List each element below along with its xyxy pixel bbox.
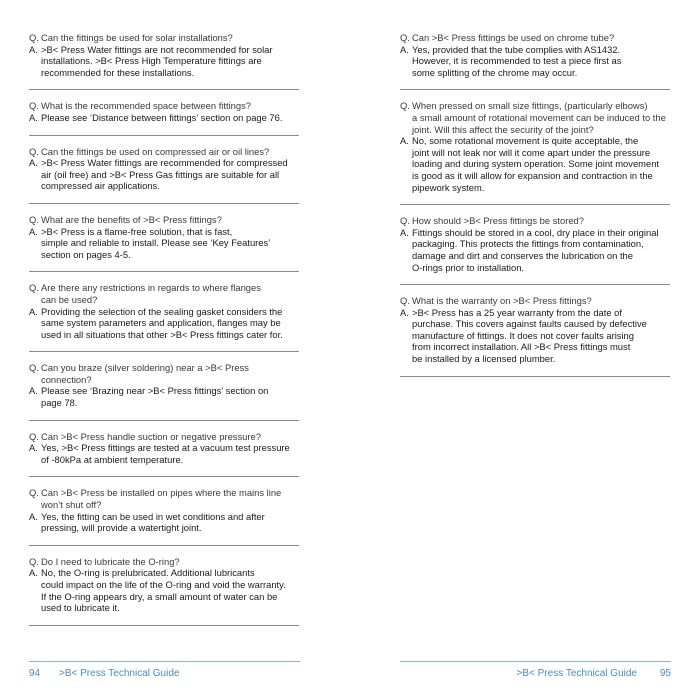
question-text: Are there any restrictions in regards to where flanges can be used? — [41, 282, 261, 305]
answer-label: A. — [29, 225, 38, 237]
question-label: Q. — [400, 100, 410, 112]
question-text: Can you braze (silver soldering) near a >B< Press connection? — [41, 362, 249, 385]
answer-label: A. — [29, 43, 38, 55]
question-label: Q. — [29, 555, 39, 567]
question-label: Q. — [29, 282, 39, 294]
question-text: What is the recommended space between fittings? — [41, 100, 252, 112]
faq-question — [400, 32, 670, 44]
page-number: 95 — [659, 668, 671, 679]
faq-answer — [29, 385, 299, 408]
answer-label: A. — [29, 510, 38, 522]
faq-item — [29, 25, 299, 90]
question-text: What is the warranty on >B< Press fittings? — [412, 295, 592, 307]
question-label: Q. — [29, 213, 39, 225]
left-page-footer — [29, 661, 300, 679]
answer-text: Yes, provided that the tube complies with AS1432. However, it is recommended to test a piece first as some splitting of the chrome may occur. — [412, 43, 622, 78]
faq-answer — [400, 307, 670, 365]
answer-text: No, the O-ring is prelubricated. Additional lubricants could impact on the life of the O-ring and void the warranty. If the O-ring appears dry, a small amount of water can be used to lubricate it. — [41, 567, 286, 614]
faq-question — [29, 556, 299, 568]
faq-answer — [29, 306, 299, 341]
answer-label: A. — [29, 442, 38, 454]
answer-text: >B< Press has a 25 year warranty from the date of purchase. This covers against faults caused by defective manufacture of fittings. It does not cover faults arising from incorrect installation. All >B< Press fittings must be installed by a licensed plumber. — [412, 306, 647, 365]
right-page-footer — [400, 661, 671, 679]
question-label: Q. — [29, 145, 39, 157]
faq-answer — [29, 44, 299, 79]
faq-item — [29, 477, 299, 545]
faq-question — [400, 100, 670, 135]
faq-question — [29, 214, 299, 226]
faq-answer — [29, 442, 299, 465]
answer-text: Providing the selection of the sealing gasket considers the same system parameters and application, flanges may be used in all situations that other >B< Press fittings cater for. — [41, 305, 283, 340]
question-text: Do I need to lubricate the O-ring? — [41, 555, 180, 567]
answer-label: A. — [29, 111, 38, 123]
question-label: Q. — [400, 295, 410, 307]
answer-text: Yes, >B< Press fittings are tested at a vacuum test pressure of -80kPa at ambient temperature. — [41, 442, 290, 465]
faq-answer — [29, 511, 299, 534]
answer-text: Please see ‘Distance between fittings’ section on page 76. — [41, 111, 283, 123]
question-label: Q. — [400, 32, 410, 43]
answer-label: A. — [400, 306, 409, 318]
left-page-faq — [29, 25, 299, 626]
faq-item — [400, 25, 670, 90]
faq-question — [29, 282, 299, 305]
faq-item — [29, 352, 299, 420]
question-text: Can the fittings be used on compressed air or oil lines? — [41, 145, 270, 157]
question-text: What are the benefits of >B< Press fittings? — [41, 213, 222, 225]
answer-label: A. — [29, 385, 38, 397]
faq-question — [400, 295, 670, 307]
faq-item — [29, 90, 299, 135]
question-label: Q. — [29, 32, 39, 43]
answer-label: A. — [400, 43, 409, 55]
answer-text: Fittings should be stored in a cool, dry place in their original packaging. This protects the fittings from contamination, damage and dirt and conserves the lubrication on the O-rings prior to installation. — [412, 226, 659, 273]
faq-answer — [29, 157, 299, 192]
answer-label: A. — [400, 135, 409, 147]
question-text: Can >B< Press fittings be used on chrome tube? — [412, 32, 615, 43]
faq-answer — [400, 135, 670, 193]
answer-text: >B< Press Water fittings are not recommended for solar installations. >B< Press High Temperature fittings are recommended for these installations. — [41, 43, 273, 78]
footer-title: >B< Press Technical Guide — [516, 668, 637, 679]
answer-text: >B< Press is a flame-free solution, that is fast, simple and reliable to install. Please see ‘Key Features’ section on pages 4-5. — [41, 225, 271, 260]
faq-question — [29, 431, 299, 443]
question-text: When pressed on small size fittings, (particularly elbows) a small amount of rotational movement can be induced to the joint. Will this affect the security of the joint? — [412, 100, 666, 135]
faq-item — [400, 285, 670, 377]
faq-question — [29, 146, 299, 158]
question-text: Can the fittings be used for solar installations? — [41, 32, 233, 43]
footer-title: >B< Press Technical Guide — [59, 668, 180, 679]
faq-item — [29, 546, 299, 626]
right-page-faq — [400, 25, 670, 377]
question-label: Q. — [400, 215, 410, 227]
page-number: 94 — [29, 668, 41, 679]
faq-item — [29, 421, 299, 478]
faq-item — [400, 90, 670, 205]
faq-question — [29, 487, 299, 510]
question-label: Q. — [29, 487, 39, 499]
answer-text: >B< Press Water fittings are recommended for compressed air (oil free) and >B< Press Gas fittings are suitable for all compressed air applications. — [41, 157, 288, 192]
faq-answer — [29, 112, 299, 124]
faq-answer — [400, 44, 670, 79]
answer-text: Yes, the fitting can be used in wet conditions and after pressing, will provide a watertight joint. — [41, 510, 265, 534]
question-label: Q. — [29, 362, 39, 374]
answer-label: A. — [29, 157, 38, 169]
faq-answer — [29, 567, 299, 613]
question-text: Can >B< Press handle suction or negative pressure? — [41, 430, 261, 442]
answer-text: No, some rotational movement is quite acceptable, the joint will not leak nor will it come apart under the pressure loading and during system operation. Some joint movement is good as it will allow for expansion and contraction in the pipework system. — [412, 135, 660, 193]
faq-item — [29, 136, 299, 204]
faq-question — [29, 100, 299, 112]
answer-label: A. — [400, 226, 409, 238]
faq-question — [29, 362, 299, 385]
faq-question — [400, 215, 670, 227]
question-label: Q. — [29, 100, 39, 112]
faq-item — [29, 204, 299, 272]
answer-label: A. — [29, 305, 38, 317]
faq-item — [29, 272, 299, 352]
question-text: Can >B< Press be installed on pipes where the mains line won’t shut off? — [41, 487, 282, 511]
faq-item — [400, 205, 670, 285]
answer-label: A. — [29, 567, 38, 579]
question-text: How should >B< Press fittings be stored? — [412, 215, 584, 227]
answer-text: Please see ‘Brazing near >B< Press fittings’ section on page 78. — [41, 385, 269, 409]
faq-question — [29, 32, 299, 44]
question-label: Q. — [29, 430, 39, 442]
faq-answer — [400, 227, 670, 273]
faq-answer — [29, 226, 299, 261]
